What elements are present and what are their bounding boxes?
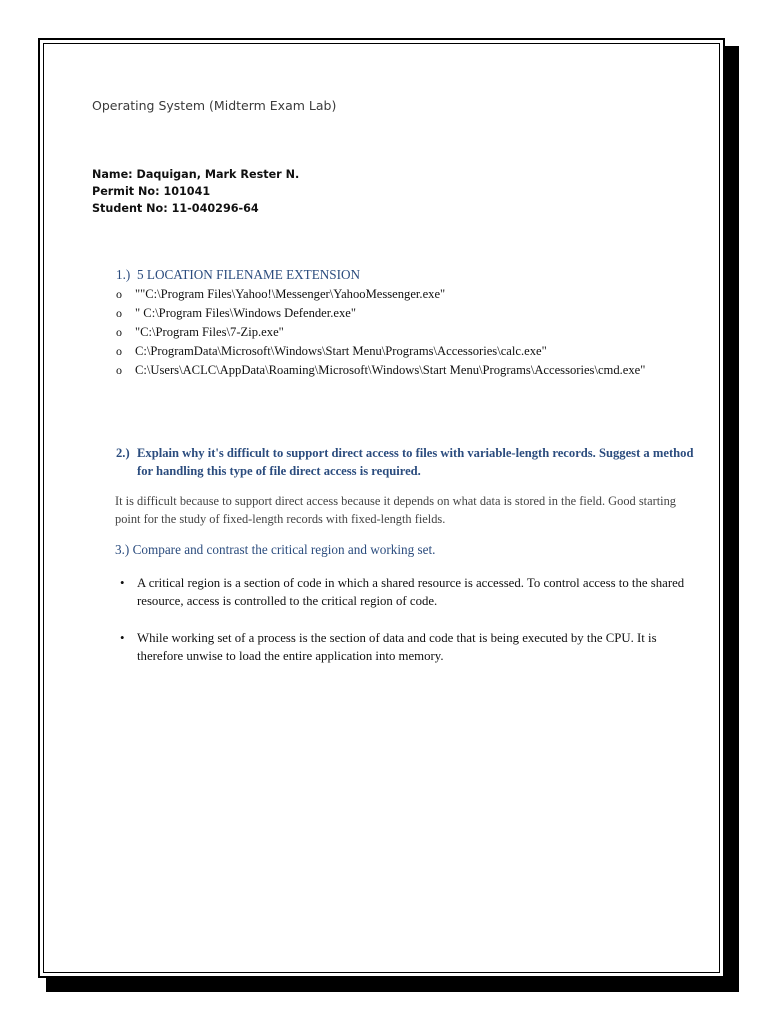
bullet-icon: • (120, 631, 125, 645)
question-2-text: Explain why it's difficult to support direct access to files with variable-length records. Suggest a method for handling this type of file direct access is required. (137, 446, 694, 478)
list-item (116, 342, 695, 361)
student-info (92, 166, 299, 217)
list-item (116, 304, 695, 323)
list-item (116, 285, 695, 304)
bullet-icon: • (120, 576, 125, 590)
question-2-number: 2.) (116, 446, 130, 460)
file-path: ""C:\Program Files\Yahoo!\Messenger\YahooMessenger.exe" (135, 287, 446, 301)
file-path: "C:\Program Files\7-Zip.exe" (135, 325, 284, 339)
list-item (116, 574, 716, 610)
question-3-heading: 3.) Compare and contrast the critical region and working set. (115, 542, 436, 557)
file-path: C:\ProgramData\Microsoft\Windows\Start Menu\Programs\Accessories\calc.exe" (135, 344, 547, 358)
hollow-bullet-icon: o (116, 306, 122, 320)
answer-text: A critical region is a section of code in which a shared resource is accessed. To control access to the shared resource, access is controlled to the critical region of code. (137, 576, 685, 608)
question-1-title: 5 LOCATION FILENAME EXTENSION (137, 267, 361, 282)
document-title: Operating System (Midterm Exam Lab) (92, 98, 337, 113)
hollow-bullet-icon: o (116, 363, 122, 377)
list-item (116, 361, 695, 380)
list-item (116, 323, 695, 342)
question-1-heading (116, 267, 360, 283)
student-name: Name: Daquigan, Mark Rester N. (92, 168, 300, 181)
hollow-bullet-icon: o (116, 287, 122, 301)
file-path-list (116, 285, 695, 380)
question-2 (116, 444, 696, 478)
question-2-answer: It is difficult because to support direct access because it depends on what data is stored in the field. Good starting point for the study of fixed-length records with fixed-length fields. (115, 494, 676, 526)
answer-text: While working set of a process is the section of data and code that is being executed by the CPU. It is therefore unwise to load the entire application into memory. (137, 631, 657, 663)
file-path: " C:\Program Files\Windows Defender.exe" (135, 306, 357, 320)
document-content (40, 40, 723, 976)
file-path: C:\Users\ACLC\AppData\Roaming\Microsoft\Windows\Start Menu\Programs\Accessories\cmd.exe" (135, 363, 646, 377)
question-1-number: 1.) (116, 267, 131, 282)
list-item (116, 629, 716, 665)
permit-number: Permit No: 101041 (92, 185, 211, 198)
hollow-bullet-icon: o (116, 344, 122, 358)
question-3-answers (116, 574, 716, 665)
student-number: Student No: 11-040296-64 (92, 202, 259, 215)
hollow-bullet-icon: o (116, 325, 122, 339)
page-frame (38, 38, 725, 978)
